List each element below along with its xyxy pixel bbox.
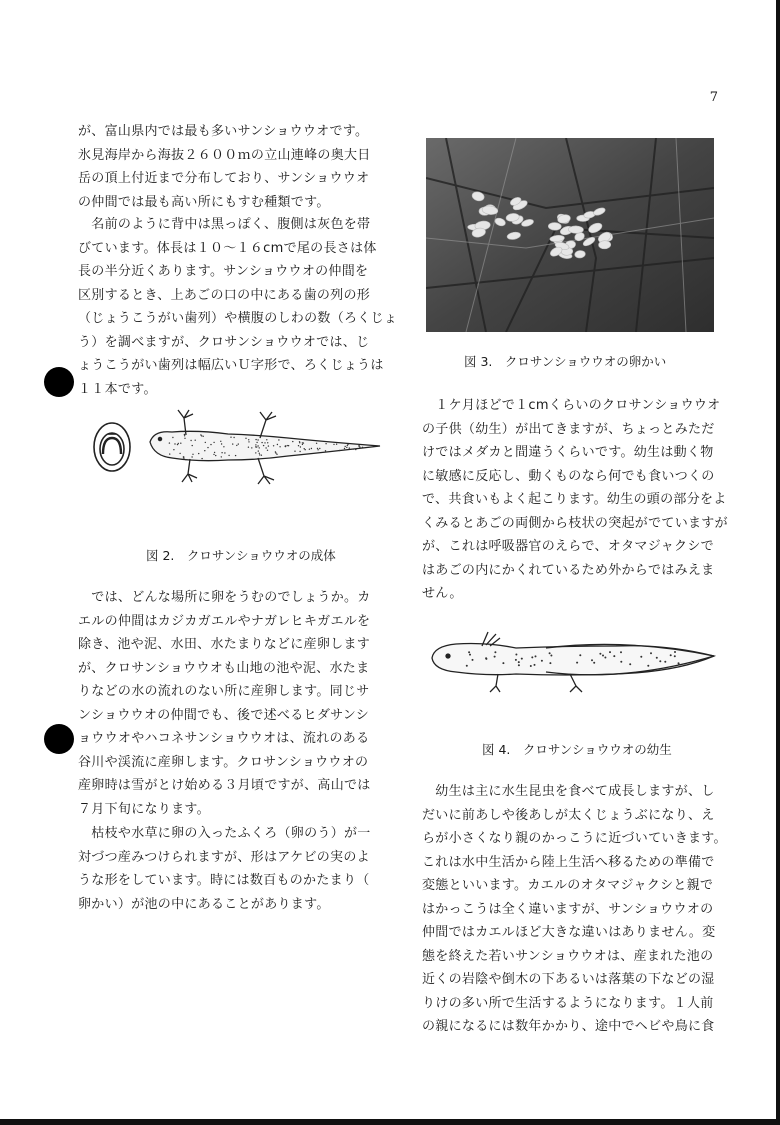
mouth-diagram: [94, 423, 130, 471]
speckle: [248, 447, 249, 448]
larva-spot: [515, 659, 517, 661]
speckle: [333, 444, 334, 445]
text-line: 仲間ではカエルほど大きな違いはありません。変: [422, 925, 716, 940]
speckle: [205, 442, 206, 443]
text-line: 枯枝や水草に卵の入ったふくろ（卵のう）が一: [78, 826, 371, 841]
speckle: [172, 437, 173, 438]
right-paragraph-2: [422, 780, 732, 1039]
larva-spot: [466, 665, 468, 667]
speckle: [192, 454, 193, 455]
larva-spot: [534, 664, 536, 666]
speckle: [362, 447, 363, 448]
text-line: 長の半分近くあります。サンショウウオの仲間を: [78, 264, 369, 279]
speckle: [319, 448, 320, 449]
larva-spot: [678, 664, 680, 666]
text-line: 名前のように背中は黒っぽく、腹側は灰色を帯: [78, 217, 371, 232]
speckle: [255, 444, 256, 445]
larva-spot: [613, 655, 615, 657]
speckle: [292, 441, 293, 442]
text-line: で、共食いもよく起こります。幼生の頭の部分をよ: [422, 492, 727, 507]
speckle: [359, 446, 360, 447]
text-line: が、クロサンショウウオも山地の池や泥、水たま: [78, 660, 370, 676]
speckle: [221, 456, 222, 457]
larva-spot: [502, 662, 504, 664]
page-number: 7: [709, 90, 718, 105]
larva-spot: [550, 655, 552, 657]
speckle: [223, 446, 224, 447]
speckle: [210, 444, 211, 445]
speckle: [198, 453, 199, 454]
binder-hole-upper: [44, 367, 74, 397]
speckle: [255, 439, 256, 440]
speckle: [259, 453, 260, 454]
speckle: [213, 442, 214, 443]
speckle: [174, 443, 175, 444]
text-line: 変態といいます。カエルのオタマジャクシと親で: [422, 878, 714, 893]
speckle: [349, 447, 350, 448]
speckle: [220, 441, 221, 442]
larva-spot: [604, 657, 606, 659]
text-line: の子供（幼生）が出てきますが、ちょっとみただ: [422, 421, 715, 437]
speckle: [256, 442, 257, 443]
speckle: [304, 448, 305, 449]
speckle: [201, 458, 202, 459]
egg-mass-photo: [426, 138, 714, 332]
speckle: [299, 442, 300, 443]
speckle: [279, 446, 280, 447]
speckle: [339, 450, 340, 451]
larva-spot: [485, 658, 487, 660]
speckle: [325, 450, 326, 451]
egg-sac: [598, 240, 610, 249]
speckle: [255, 452, 256, 453]
speckle: [203, 436, 204, 437]
speckle: [303, 442, 304, 443]
text-line: 態を終えた若いサンショウウオは、産まれた池の: [422, 948, 714, 964]
speckle: [277, 444, 278, 445]
speckle: [183, 456, 184, 457]
speckle: [178, 443, 179, 444]
figure-4-caption: 図 4. クロサンショウウオの幼生: [482, 742, 672, 757]
speckle: [344, 448, 345, 449]
text-line: １１本です。: [78, 381, 157, 397]
speckle: [224, 452, 225, 453]
speckle: [317, 448, 318, 449]
speckle: [325, 443, 326, 444]
speckle: [294, 451, 295, 452]
text-line: う）を調べますが、クロサンショウウオでは、じ: [78, 334, 370, 350]
speckle: [299, 451, 300, 452]
text-line: エルの仲間はカジカガエルやナガレヒキガエルを: [78, 613, 371, 629]
speckle: [268, 445, 269, 446]
text-line: 近くの岩陰や倒木の下あるいは落葉の下などの湿: [422, 972, 715, 987]
speckle: [221, 452, 222, 453]
text-line: りなどの水の流れのない所に産卵します。同じサ: [78, 684, 370, 699]
speckle: [347, 444, 348, 445]
speckle: [346, 447, 347, 448]
larva-spot: [674, 655, 676, 657]
text-line: これは水中生活から陸上生活へ移るための準備で: [422, 854, 715, 870]
speckle: [184, 434, 185, 435]
speckle: [275, 452, 276, 453]
speckle: [261, 455, 262, 456]
speckle: [273, 445, 274, 446]
speckle: [300, 446, 301, 447]
larva-figure: [426, 628, 718, 700]
larva-spot: [609, 651, 611, 653]
speckle: [257, 445, 258, 446]
speckle: [207, 447, 208, 448]
speckle: [251, 447, 252, 448]
speckle: [317, 449, 318, 450]
speckle: [285, 446, 286, 447]
speckle: [195, 440, 196, 441]
larva-spot: [541, 660, 543, 662]
text-line: （じょうこうがい歯列）や横腹のしわの数（ろくじょ: [78, 311, 398, 326]
larva-spot: [494, 656, 496, 658]
larva-spot: [664, 661, 666, 663]
speckle: [184, 435, 185, 436]
text-line: が、これは呼吸器官のえらで、オタマジャクシで: [422, 539, 714, 554]
speckle: [192, 445, 193, 446]
text-line: の仲間では最も高い所にもすむ種類です。: [78, 194, 330, 210]
text-line: 幼生は主に水生昆虫を食べて成長しますが、し: [422, 784, 715, 799]
larva-spot: [469, 654, 471, 656]
text-line: では、どんな場所に卵をうむのでしょうか。カ: [78, 590, 371, 605]
speckle: [190, 440, 191, 441]
text-line: せん。: [422, 586, 463, 601]
text-line: ７月下旬になります。: [78, 801, 210, 817]
text-line: 氷見海岸から海抜２６００ｍの立山連峰の奥大日: [78, 147, 371, 163]
speckle: [257, 439, 258, 440]
speckle: [355, 449, 356, 450]
speckle: [204, 450, 205, 451]
speckle: [258, 450, 259, 451]
speckle: [316, 443, 317, 444]
speckle: [265, 447, 266, 448]
binder-hole-lower: [44, 724, 74, 754]
speckle: [169, 442, 170, 443]
larva-spot: [659, 660, 661, 662]
larva-spot: [530, 665, 532, 667]
text-line: ンショウウオの仲間でも、後で述べるヒダサンシ: [78, 707, 370, 723]
text-line: 区別するとき、上あごの口の中にある歯の列の形: [78, 287, 371, 303]
text-line: ょうこうがい歯列は幅広いＵ字形で、ろくじょうは: [78, 358, 384, 373]
speckle: [248, 441, 249, 442]
larva-spot: [602, 655, 604, 657]
speckle: [233, 437, 234, 438]
larva-spot: [549, 662, 551, 664]
speckle: [305, 449, 306, 450]
left-paragraph-3: [78, 586, 388, 821]
speckle: [213, 454, 214, 455]
larva-spot: [629, 663, 631, 665]
speckle: [214, 452, 215, 453]
speckle: [267, 442, 268, 443]
text-line: が、富山県内では最も多いサンショウウオです。: [78, 124, 369, 139]
larva-spot: [650, 652, 652, 654]
larva-spot: [591, 659, 593, 661]
speckle: [215, 455, 216, 456]
text-line: けではメダカと間違うくらいです。幼生は動く物: [422, 445, 714, 460]
speckle: [353, 448, 354, 449]
larva-spot: [647, 665, 649, 667]
text-line: 対づつ産みつけられますが、形はアケビの実のよ: [78, 849, 370, 865]
speckle: [264, 442, 265, 443]
larva-spot: [620, 651, 622, 653]
page-edge-right: [776, 0, 780, 1125]
larva-spot: [521, 658, 523, 660]
speckle: [336, 444, 337, 445]
egg-sac: [548, 222, 561, 230]
speckle: [259, 454, 260, 455]
larva-spot: [549, 652, 551, 654]
speckle: [267, 450, 268, 451]
speckle: [287, 445, 288, 446]
larva-spot: [599, 653, 601, 655]
larva-spot: [593, 662, 595, 664]
text-line: 産卵時は雪がとけ始める３月頃ですが、高山では: [78, 778, 371, 793]
speckle: [230, 437, 231, 438]
larva-spot: [620, 661, 622, 663]
text-line: くみるとあごの両側から枝状の突起がでていますが: [422, 515, 728, 531]
page-edge-bottom: [0, 1119, 780, 1125]
speckle: [259, 447, 260, 448]
speckle: [191, 456, 192, 457]
text-line: らが小さくなり親のかっこうに近づいていきます。: [422, 831, 727, 846]
text-line: りけの多い所で生活するようになります。１人前: [422, 995, 714, 1011]
text-line: 谷川や渓流に産卵します。クロサンショウウオの: [78, 754, 369, 770]
text-line: の親になるには数年かかり、途中でヘビや鳥に食: [422, 1019, 715, 1034]
speckle: [311, 448, 312, 449]
larva-spot: [674, 651, 676, 653]
text-line: 岳の頂上付近まで分布しており、サンショウウオ: [78, 171, 370, 186]
text-line: ョウウオやハコネサンショウウオは、流れのある: [78, 731, 370, 746]
larva-spot: [518, 661, 520, 663]
speckle: [345, 446, 346, 447]
speckle: [179, 453, 180, 454]
larva-spot: [518, 664, 520, 666]
speckle: [302, 444, 303, 445]
larva-spot: [472, 659, 474, 661]
left-paragraph-2: [78, 213, 398, 401]
speckle: [221, 443, 222, 444]
speckle: [255, 446, 256, 447]
larva-spot: [515, 654, 517, 656]
speckle: [309, 449, 310, 450]
speckle: [228, 455, 229, 456]
speckle: [238, 443, 239, 444]
text-line: はかっこうは全く違いますが、サンショウウオの: [422, 901, 714, 917]
speckle: [200, 434, 201, 435]
left-paragraph-4: [78, 822, 388, 916]
figure-2-caption: 図 2. クロサンショウウオの成体: [146, 548, 336, 563]
speckle: [232, 443, 233, 444]
text-line: びています。体長は１０～１６cmで尾の長さは体: [78, 240, 377, 256]
speckle: [298, 445, 299, 446]
text-line: 除き、池や泥、水田、水たまりなどに産卵します: [78, 637, 371, 652]
text-line: １ケ月ほどで１cmくらいのクロサンショウウオ: [422, 398, 721, 413]
speckle: [184, 438, 185, 439]
speckle: [276, 454, 277, 455]
larva-spot: [579, 654, 581, 656]
speckle: [185, 459, 186, 460]
larva-spot: [531, 656, 533, 658]
speckle: [173, 449, 174, 450]
adult-salamander-figure: [88, 402, 388, 492]
speckle: [236, 445, 237, 446]
larva-spot: [494, 651, 496, 653]
speckle: [263, 445, 264, 446]
text-line: うな形をしています。時には数百ものかたまり（: [78, 873, 370, 888]
speckle: [278, 439, 279, 440]
speckle: [261, 442, 262, 443]
larva-spot: [468, 651, 470, 653]
larva-spot: [535, 655, 537, 657]
larva-spot: [656, 657, 658, 659]
larva-spot: [576, 662, 578, 664]
speckle: [266, 439, 267, 440]
text-line: だいに前あしや後あしが太くじょうぶになり、え: [422, 807, 715, 823]
text-line: に敏感に反応し、動くものなら何でも食いつくの: [422, 468, 715, 484]
larva-spot: [670, 654, 672, 656]
larva-spot: [640, 656, 642, 658]
speckle: [248, 439, 249, 440]
speckle: [169, 453, 170, 454]
speckle: [180, 443, 181, 444]
speckle: [235, 455, 236, 456]
egg-sac: [568, 226, 583, 234]
figure-3-caption: 図 3. クロサンショウウオの卵かい: [464, 354, 667, 369]
speckle: [245, 438, 246, 439]
right-paragraph-1: [422, 394, 732, 606]
left-paragraph-1: [78, 120, 388, 214]
text-line: 卵かい）が池の中にあることがあります。: [78, 896, 330, 912]
text-line: はあごの内にかくれているため外からではみえま: [422, 562, 715, 578]
